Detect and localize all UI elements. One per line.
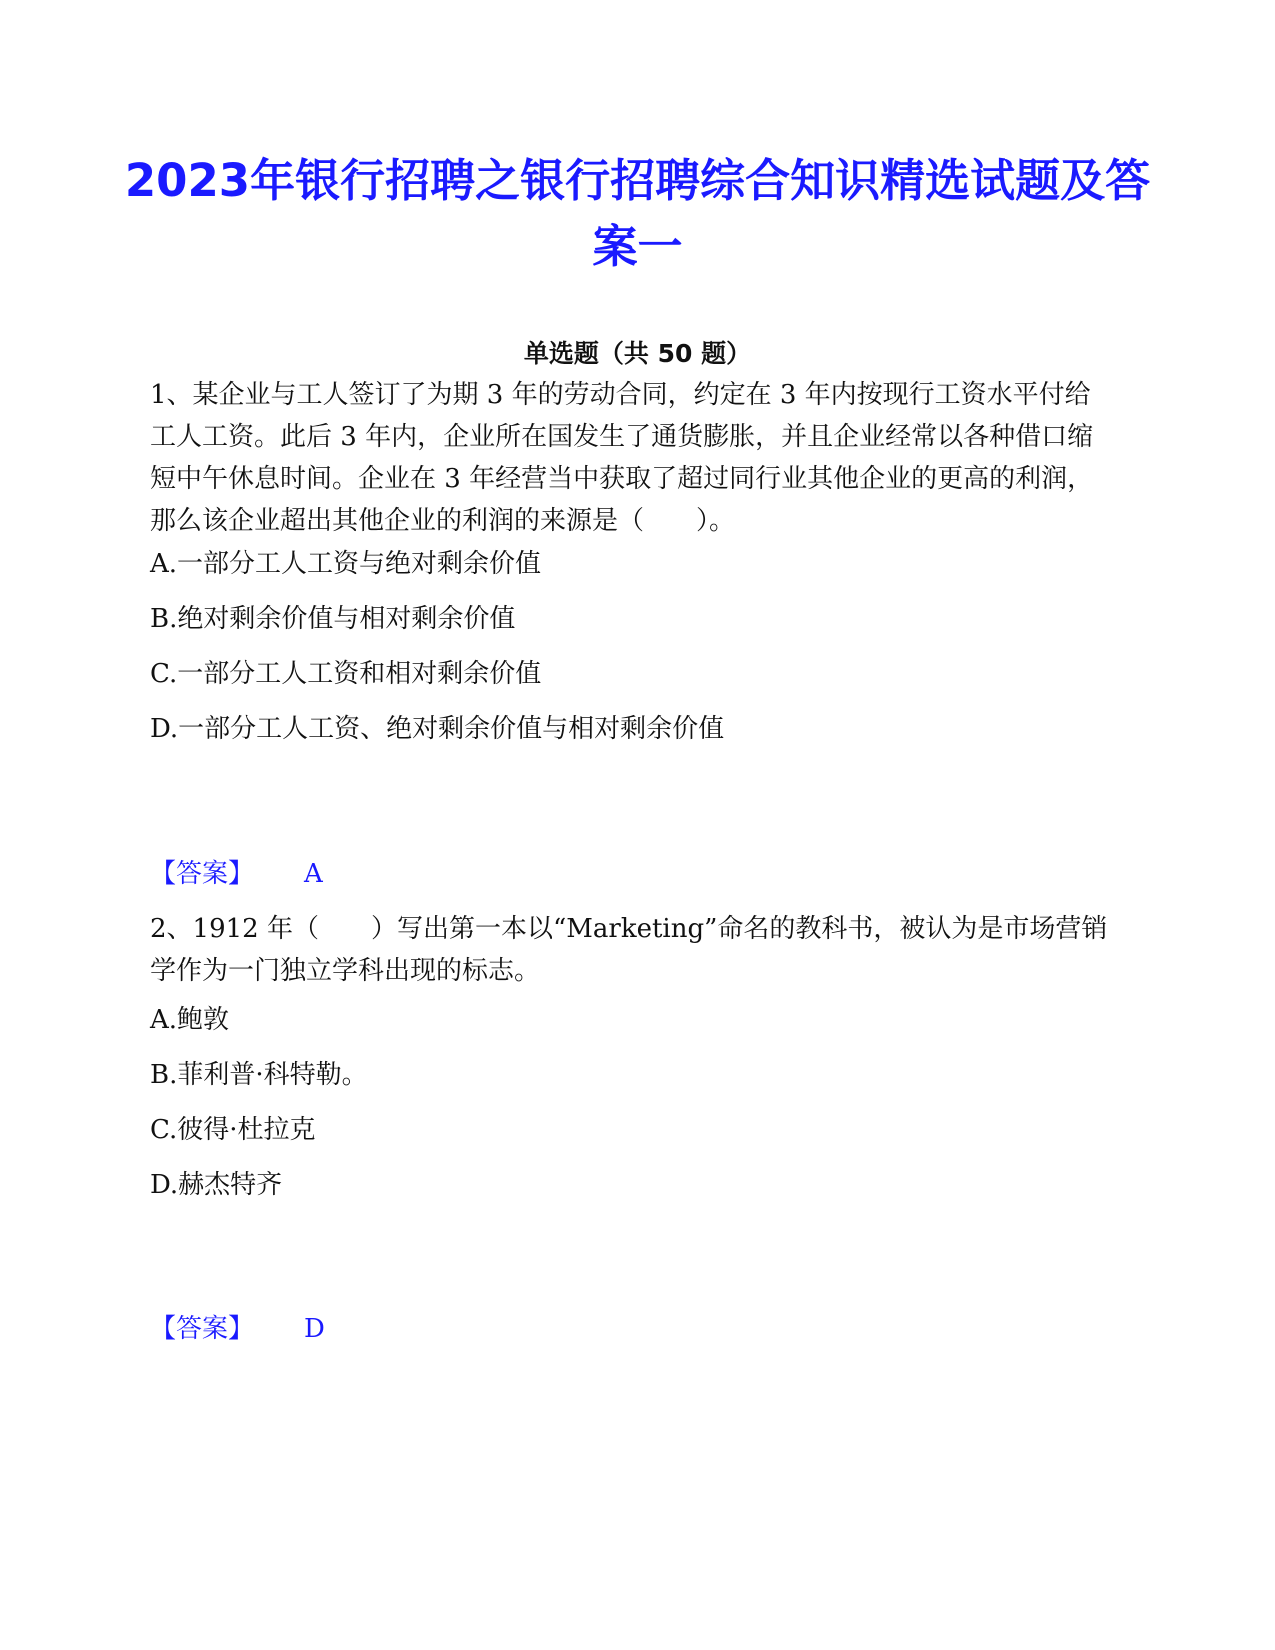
- section-heading: 单选题（共 50 题）: [523, 339, 752, 368]
- answer-line: [150, 1311, 325, 1347]
- option-a: A.鲍敦: [150, 1005, 230, 1035]
- option-d: D.一部分工人工资、绝对剩余价值与相对剩余价值: [150, 714, 725, 744]
- answer-line: [150, 856, 323, 892]
- option-d: D.赫杰特齐: [150, 1170, 283, 1200]
- answer-label: 【答案】: [150, 859, 255, 889]
- answer-value: A: [304, 859, 323, 889]
- option-b: B.绝对剩余价值与相对剩余价值: [150, 604, 516, 634]
- question-stem: 2、1912 年（ ）写出第一本以“Marketing”命名的教科书，被认为是市场营销学作为一门独立学科出现的标志。: [150, 914, 1108, 986]
- option-c: C.彼得·杜拉克: [150, 1115, 316, 1145]
- question-stem: 1、某企业与工人签订了为期 3 年的劳动合同，约定在 3 年内按现行工资水平付给工人工资。此后 3 年内，企业所在国发生了通货膨胀，并且企业经常以各种借口缩短中午休息时间。企业在 3 年经营当中获取了超过同行业其他企业的更高的利润，那么该企业超出其他企业的利润的来源是（ ）。: [150, 380, 1094, 536]
- option-b: B.菲利普·科特勒。: [150, 1060, 368, 1090]
- document-title: 2023年银行招聘之银行招聘综合知识精选试题及答案一: [124, 154, 1151, 273]
- option-c: C.一部分工人工资和相对剩余价值: [150, 659, 542, 689]
- answer-label: 【答案】: [150, 1314, 255, 1344]
- answer-value: D: [304, 1314, 325, 1344]
- option-a: A.一部分工人工资与绝对剩余价值: [150, 549, 542, 579]
